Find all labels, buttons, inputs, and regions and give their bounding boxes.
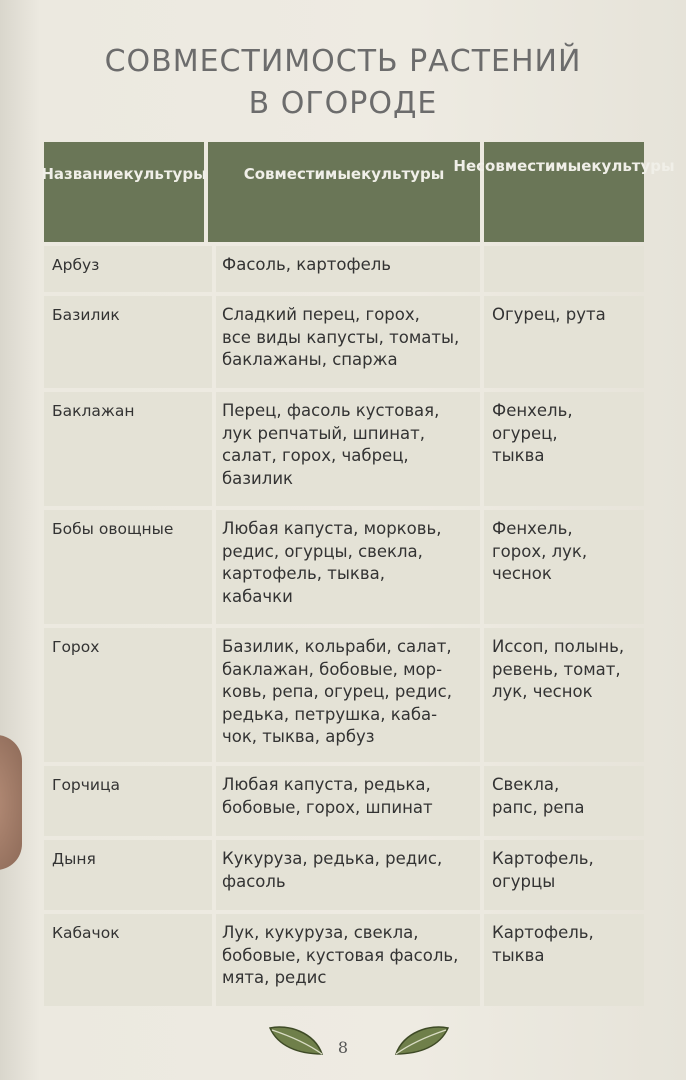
compatible-line: чок, тыква, арбуз xyxy=(222,727,375,746)
compatible-line: баклажан, бобовые, мор- xyxy=(222,659,443,679)
compatible-line: редис, огурцы, свекла, xyxy=(222,541,423,561)
incompatible-line: лук, чеснок xyxy=(492,682,593,701)
compatible-line: Фасоль, картофель xyxy=(222,255,392,274)
compatible-line: Любая капуста, редька, xyxy=(222,775,431,794)
table-row xyxy=(44,510,644,624)
compatible-cell xyxy=(216,392,480,506)
compatible-cell xyxy=(216,510,480,624)
compatible-line: бобовые, кустовая фасоль, xyxy=(222,945,459,965)
crop-name: Арбуз xyxy=(52,256,100,274)
incompatible-line: чеснок xyxy=(492,564,552,583)
incompatible-line: Огурец, рута xyxy=(492,305,606,324)
incompatible-cell xyxy=(484,628,644,762)
page-title-line-2: В ОГОРОДЕ xyxy=(248,86,438,121)
compatible-line: все виды капусты, томаты, xyxy=(222,327,460,347)
compatible-line: картофель, тыква, xyxy=(222,564,385,583)
incompatible-line: тыква xyxy=(492,446,545,465)
header-incompatible xyxy=(453,142,675,242)
crop-name-cell xyxy=(44,510,212,624)
compatible-line: Кукуруза, редька, редис, xyxy=(222,849,443,868)
incompatible-cell xyxy=(484,296,644,388)
compatible-line: баклажаны, спаржа xyxy=(222,350,398,369)
header-incompatible-line-1: Несовместимые xyxy=(453,157,592,175)
compatible-cell xyxy=(216,766,480,836)
incompatible-line: Фенхель, xyxy=(492,401,573,420)
incompatible-line: Иссоп, полынь, xyxy=(492,637,625,656)
compatible-cell xyxy=(216,628,480,762)
compatible-line: мята, редис xyxy=(222,968,327,987)
table-body xyxy=(44,246,644,1006)
crop-name-cell xyxy=(44,766,212,836)
header-compatible-line-1: Совместимые xyxy=(243,165,362,183)
table-row xyxy=(44,296,644,388)
compatible-line: базилик xyxy=(222,468,294,488)
header-name-line-2: культуры xyxy=(123,165,207,183)
table-row xyxy=(44,246,644,292)
compatible-line: Перец, фасоль кустовая, xyxy=(222,401,440,420)
table-row xyxy=(44,392,644,506)
compatible-line: редька, петрушка, каба- xyxy=(222,704,438,724)
incompatible-line: Свекла, xyxy=(492,775,560,794)
incompatible-line: рапс, репа xyxy=(492,797,585,817)
compatible-line: ковь, репа, огурец, редис, xyxy=(222,682,452,701)
compatible-line: Сладкий перец, горох, xyxy=(222,305,420,324)
compatible-cell xyxy=(216,246,480,292)
crop-name: Горох xyxy=(52,638,100,656)
crop-name: Базилик xyxy=(52,306,120,324)
crop-name-cell xyxy=(44,914,212,1006)
incompatible-cell xyxy=(484,840,644,910)
page-title-line-1: СОВМЕСТИМОСТЬ РАСТЕНИЙ xyxy=(104,44,582,79)
compatible-cell xyxy=(216,914,480,1006)
incompatible-line: горох, лук, xyxy=(492,541,588,561)
crop-name: Кабачок xyxy=(52,924,120,942)
compatible-line: Базилик, кольраби, салат, xyxy=(222,637,452,656)
crop-name: Дыня xyxy=(52,850,96,868)
compatible-line: кабачки xyxy=(222,586,293,606)
compatible-line: салат, горох, чабрец, xyxy=(222,446,409,465)
incompatible-line: Картофель, xyxy=(492,923,594,942)
crop-name: Горчица xyxy=(52,776,121,794)
compatible-cell xyxy=(216,296,480,388)
header-incompatible-line-2: культуры xyxy=(591,157,675,175)
incompatible-line: Картофель, xyxy=(492,849,594,868)
incompatible-cell xyxy=(484,246,644,292)
table-row xyxy=(44,766,644,836)
compatible-line: Любая капуста, морковь, xyxy=(222,519,442,538)
crop-name-cell xyxy=(44,296,212,388)
incompatible-line: ревень, томат, xyxy=(492,659,621,679)
page-number: 8 xyxy=(337,1038,349,1057)
leaf-icon xyxy=(394,1022,450,1058)
header-name-line-1: Название xyxy=(41,165,124,183)
compatibility-table xyxy=(41,142,675,1006)
compatible-line: лук репчатый, шпинат, xyxy=(222,423,426,443)
table-row xyxy=(44,840,644,910)
table-header xyxy=(41,142,675,242)
crop-name: Баклажан xyxy=(52,402,135,420)
crop-name-cell xyxy=(44,246,212,292)
incompatible-line: Фенхель, xyxy=(492,519,573,538)
thumb xyxy=(0,735,22,870)
crop-name-cell xyxy=(44,840,212,910)
header-compatible-line-2: культуры xyxy=(361,165,445,183)
table-row xyxy=(44,628,644,762)
header-name xyxy=(41,142,207,242)
compatible-line: фасоль xyxy=(222,871,286,891)
incompatible-line: тыква xyxy=(492,945,545,965)
incompatible-cell xyxy=(484,766,644,836)
crop-name-cell xyxy=(44,628,212,762)
incompatible-cell xyxy=(484,914,644,1006)
compatible-line: Лук, кукуруза, свекла, xyxy=(222,923,419,942)
compatible-cell xyxy=(216,840,480,910)
crop-name-cell xyxy=(44,392,212,506)
incompatible-line: огурцы xyxy=(492,871,556,891)
table-row xyxy=(44,914,644,1006)
compatible-line: бобовые, горох, шпинат xyxy=(222,797,433,817)
crop-name: Бобы овощные xyxy=(52,520,174,538)
header-compatible xyxy=(208,142,480,242)
incompatible-cell xyxy=(484,392,644,506)
incompatible-cell xyxy=(484,510,644,624)
incompatible-line: огурец, xyxy=(492,423,558,443)
